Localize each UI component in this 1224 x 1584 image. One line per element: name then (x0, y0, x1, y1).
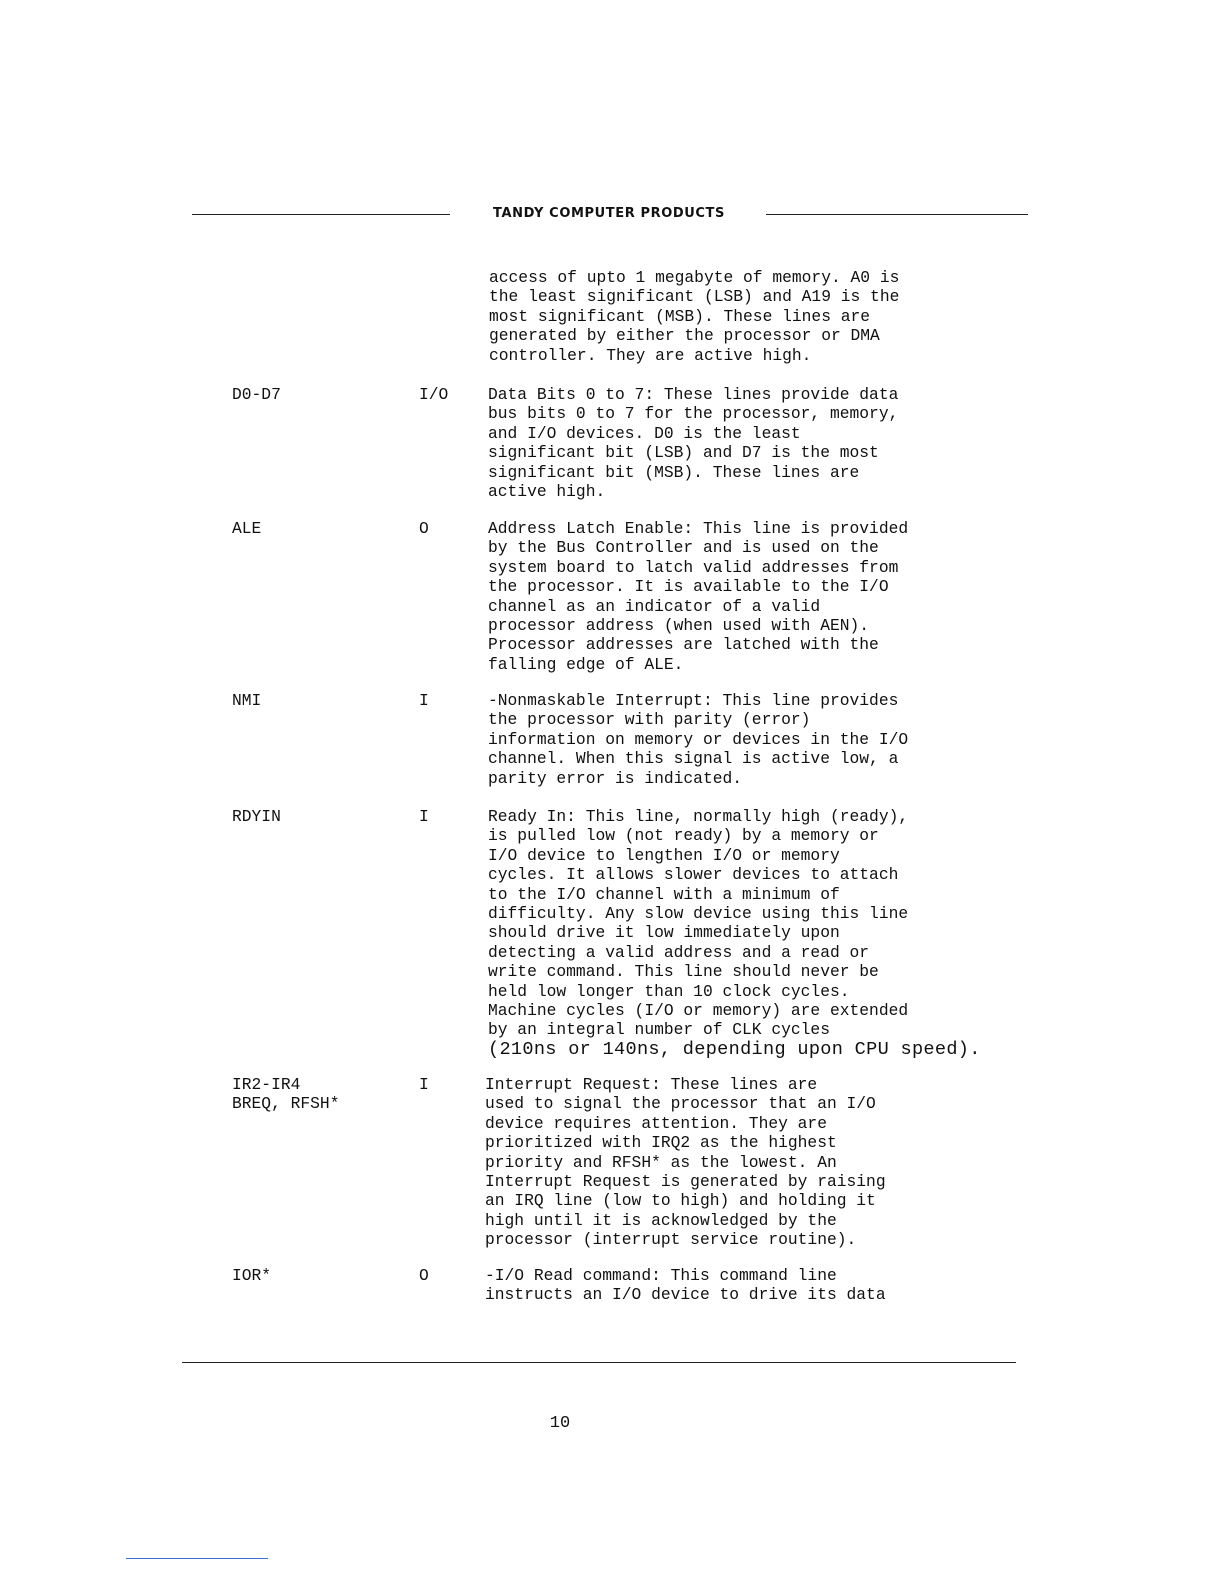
signal-name: IR2-IR4 BREQ, RFSH* (232, 1075, 340, 1114)
continued-paragraph: access of upto 1 megabyte of memory. A0 is the least significant (LSB) and A19 is the most significant (MSB). These lines are generated by either the processor or DMA controller. They are active high. (489, 268, 900, 365)
header-title: TANDY COMPUTER PRODUCTS (493, 206, 725, 221)
signal-description: -Nonmaskable Interrupt: This line provides the processor with parity (error) information on memory or devices in the I/O channel. When this signal is active low, a parity error is indicated. (488, 691, 909, 788)
page-header (192, 205, 1028, 223)
header-rule-right (766, 214, 1028, 215)
signal-description: Data Bits 0 to 7: These lines provide data bus bits 0 to 7 for the processor, memory, and I/O devices. D0 is the least significant bit (LSB) and D7 is the most significant bit (MSB). These lines are active high. (488, 385, 899, 502)
signal-direction: O (419, 1266, 429, 1285)
signal-direction: I/O (419, 385, 449, 404)
signal-description-body: Ready In: This line, normally high (ready), is pulled low (not ready) by a memory or I/O device to lengthen I/O or memory cycles. It allows slower devices to attach to the I/O channel with a minimum of difficulty. Any slow device using this line should drive it low immediately upon detecting a valid address and a read or write command. This line should never be held low longer than 10 clock cycles. Machine cycles (I/O or memory) are extended by an integral number of CLK cycles (488, 807, 909, 1040)
signal-name: D0-D7 (232, 385, 281, 404)
signal-description: -I/O Read command: This command line instructs an I/O device to drive its data (485, 1266, 886, 1305)
signal-direction: I (419, 807, 429, 826)
footer-rule (182, 1362, 1016, 1363)
signal-direction: I (419, 691, 429, 710)
signal-name: RDYIN (232, 807, 281, 826)
signal-name: NMI (232, 691, 262, 710)
signal-description (488, 807, 981, 1059)
page-number: 10 (549, 1414, 571, 1433)
signal-direction: I (419, 1075, 429, 1094)
signal-description-timing: (210ns or 140ns, depending upon CPU speed). (488, 1038, 981, 1060)
scan-artifact-line (126, 1558, 268, 1559)
signal-name: ALE (232, 519, 262, 538)
signal-description: Address Latch Enable: This line is provided by the Bus Controller and is used on the system board to latch valid addresses from the processor. It is available to the I/O channel as an indicator of a valid processor address (when used with AEN). Processor addresses are latched with the falling edge of ALE. (488, 519, 909, 674)
signal-direction: O (419, 519, 429, 538)
signal-name: IOR* (232, 1266, 272, 1285)
header-rule-left (192, 214, 450, 215)
signal-description: Interrupt Request: These lines are used to signal the processor that an I/O device requires attention. They are prioritized with IRQ2 as the highest priority and RFSH* as the lowest. An Interrupt Request is generated by raising an IRQ line (low to high) and holding it high until it is acknowledged by the processor (interrupt service routine). (485, 1075, 886, 1250)
